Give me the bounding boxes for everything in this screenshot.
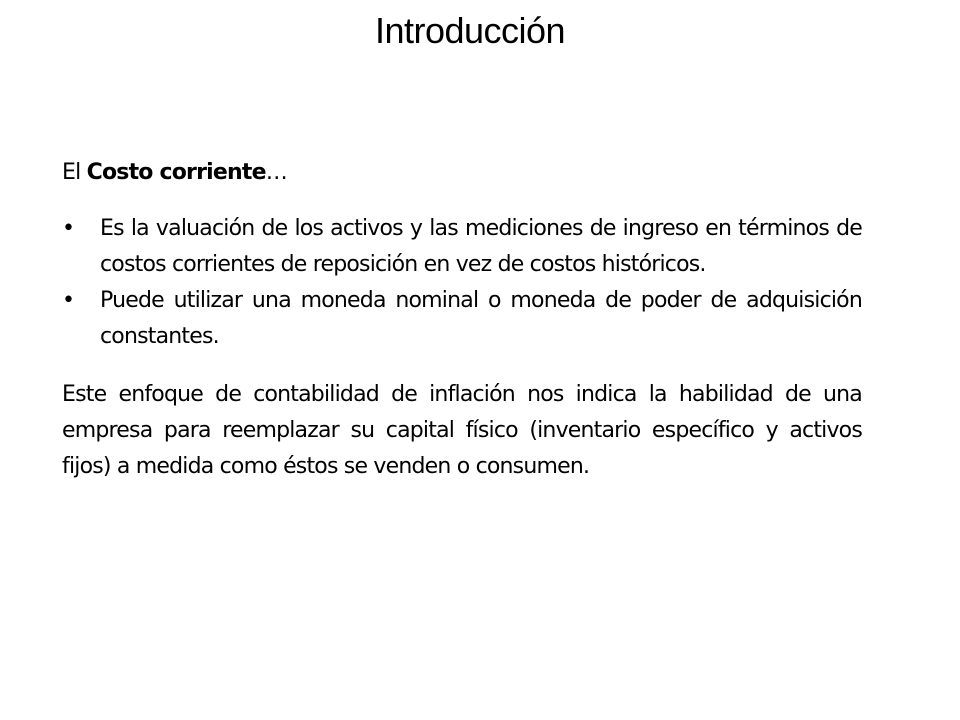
bullet-item bbox=[62, 211, 862, 283]
bullet-item bbox=[62, 283, 862, 355]
bullet-list bbox=[62, 211, 862, 355]
lead-term: Costo corriente bbox=[86, 160, 266, 185]
lead-prefix: El bbox=[62, 160, 81, 185]
slide-body bbox=[62, 155, 862, 485]
bullet-icon: • bbox=[62, 216, 75, 241]
closing-paragraph: Este enfoque de contabilidad de inflación nos indica la habilidad de una empresa para reemplazar su capital físico (inventario específico y activos fijos) a medida como éstos se venden o consumen. bbox=[62, 382, 862, 479]
bullet-text: Puede utilizar una moneda nominal o moneda de poder de adquisición constantes. bbox=[100, 288, 862, 349]
lead-line bbox=[62, 155, 862, 191]
bullet-icon: • bbox=[62, 288, 75, 313]
lead-suffix: … bbox=[265, 160, 287, 185]
bullet-text: Es la valuación de los activos y las mediciones de ingreso en términos de costos corrientes de reposición en vez de costos históricos. bbox=[100, 216, 862, 277]
slide-title: Introducción bbox=[374, 10, 566, 51]
